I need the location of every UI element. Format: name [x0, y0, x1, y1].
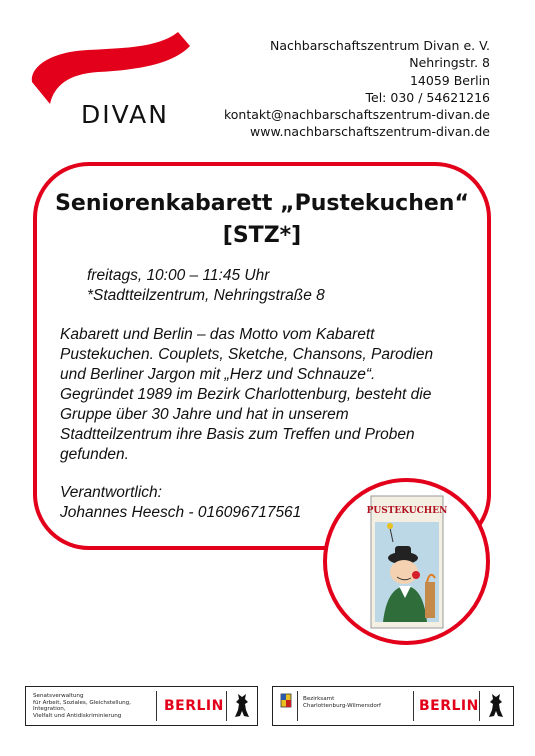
- berlin-bear-icon: [487, 692, 505, 720]
- title-line-1: Seniorenkabarett „Pustekuchen“: [55, 191, 469, 216]
- divider: [479, 691, 480, 721]
- website-link[interactable]: www.nachbarschaftszentrum-divan.de: [250, 124, 490, 140]
- description-line: Pustekuchen. Couplets, Sketche, Chansons, Parodien: [60, 346, 434, 363]
- cabaret-illustration-icon: [327, 482, 487, 642]
- title-line-2: [STZ*]: [222, 223, 302, 248]
- description-line: Kabarett und Berlin – das Motto vom Kabarett: [60, 326, 375, 343]
- description-line: Gruppe über 30 Jahre und hat in unserem: [60, 406, 349, 423]
- divider: [413, 691, 414, 721]
- senate-line: Vielfalt und Antidiskriminierung: [33, 712, 122, 719]
- image-caption: PUSTEKUCHEN: [366, 506, 448, 516]
- phone-number: Tel: 030 / 54621216: [365, 89, 490, 105]
- description-line: gefunden.: [60, 446, 129, 463]
- senate-line: für Arbeit, Soziales, Gleichstellung, Integration,: [33, 699, 131, 713]
- divider: [156, 691, 157, 721]
- district-text: [303, 696, 403, 709]
- senate-text: [33, 693, 153, 719]
- divider: [297, 691, 298, 721]
- event-time: freitags, 10:00 – 11:45 Uhr: [87, 267, 270, 284]
- district-line: Bezirksamt: [303, 696, 335, 702]
- footer-logo-district: [272, 686, 514, 726]
- logo-text: DIVAN: [81, 100, 169, 129]
- berlin-wordmark: BERLIN: [164, 698, 224, 714]
- divider: [226, 691, 227, 721]
- email-link[interactable]: kontakt@nachbarschaftszentrum-divan.de: [223, 107, 490, 123]
- org-name: Nachbarschaftszentrum Divan e. V.: [270, 38, 490, 53]
- responsible-block: [60, 483, 301, 523]
- district-crest-icon: [280, 693, 292, 709]
- contact-block: [224, 37, 490, 141]
- senate-line: Senatsverwaltung: [33, 693, 84, 699]
- berlin-wordmark: BERLIN: [419, 698, 479, 714]
- description-line: und Berliner Jargon mit „Herz und Schnauze“.: [60, 366, 376, 383]
- divan-logo: [28, 30, 208, 140]
- description-line: Stadtteilzentrum ihre Basis zum Treffen und Proben: [60, 426, 415, 443]
- event-schedule: [87, 266, 325, 306]
- berlin-bear-icon: [233, 692, 251, 720]
- event-title: [33, 188, 491, 252]
- event-image-circle: [323, 478, 490, 645]
- event-description: [60, 325, 450, 465]
- description-line: Gegründet 1989 im Bezirk Charlottenburg, besteht die: [60, 386, 432, 403]
- event-location: *Stadtteilzentrum, Nehringstraße 8: [87, 287, 325, 304]
- footer-logo-senate: [25, 686, 258, 726]
- district-line: Charlottenburg-Wilmersdorf: [303, 702, 382, 709]
- responsible-label: Verantwortlich:: [60, 484, 162, 501]
- city-address: 14059 Berlin: [409, 72, 490, 88]
- responsible-contact: Johannes Heesch - 016096717561: [60, 504, 302, 521]
- street-address: Nehringstr. 8: [409, 55, 490, 71]
